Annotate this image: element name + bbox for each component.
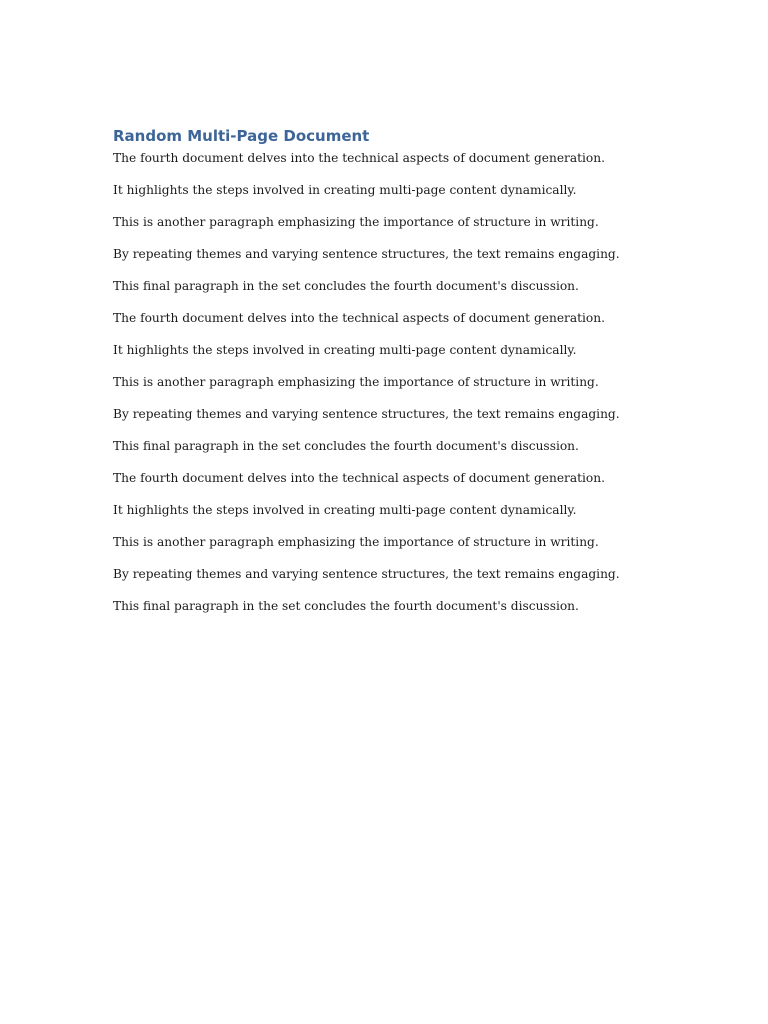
document-title: Random Multi-Page Document [113,127,370,145]
paragraph: It highlights the steps involved in creating multi-page content dynamically. [113,503,577,517]
paragraph: This final paragraph in the set concludes the fourth document's discussion. [113,599,579,613]
paragraph: It highlights the steps involved in creating multi-page content dynamically. [113,343,577,357]
paragraph: The fourth document delves into the technical aspects of document generation. [113,471,605,485]
paragraph: This is another paragraph emphasizing the importance of structure in writing. [113,375,599,389]
paragraph: The fourth document delves into the technical aspects of document generation. [113,151,605,165]
paragraph: This final paragraph in the set concludes the fourth document's discussion. [113,279,579,293]
paragraph: By repeating themes and varying sentence structures, the text remains engaging. [113,567,620,581]
paragraph: By repeating themes and varying sentence structures, the text remains engaging. [113,247,620,261]
paragraph-list [113,147,673,627]
paragraph: This is another paragraph emphasizing the importance of structure in writing. [113,215,599,229]
paragraph: This is another paragraph emphasizing the importance of structure in writing. [113,535,599,549]
paragraph: The fourth document delves into the technical aspects of document generation. [113,311,605,325]
paragraph: It highlights the steps involved in creating multi-page content dynamically. [113,183,577,197]
paragraph: By repeating themes and varying sentence structures, the text remains engaging. [113,407,620,421]
document-body [113,125,673,627]
paragraph: This final paragraph in the set concludes the fourth document's discussion. [113,439,579,453]
